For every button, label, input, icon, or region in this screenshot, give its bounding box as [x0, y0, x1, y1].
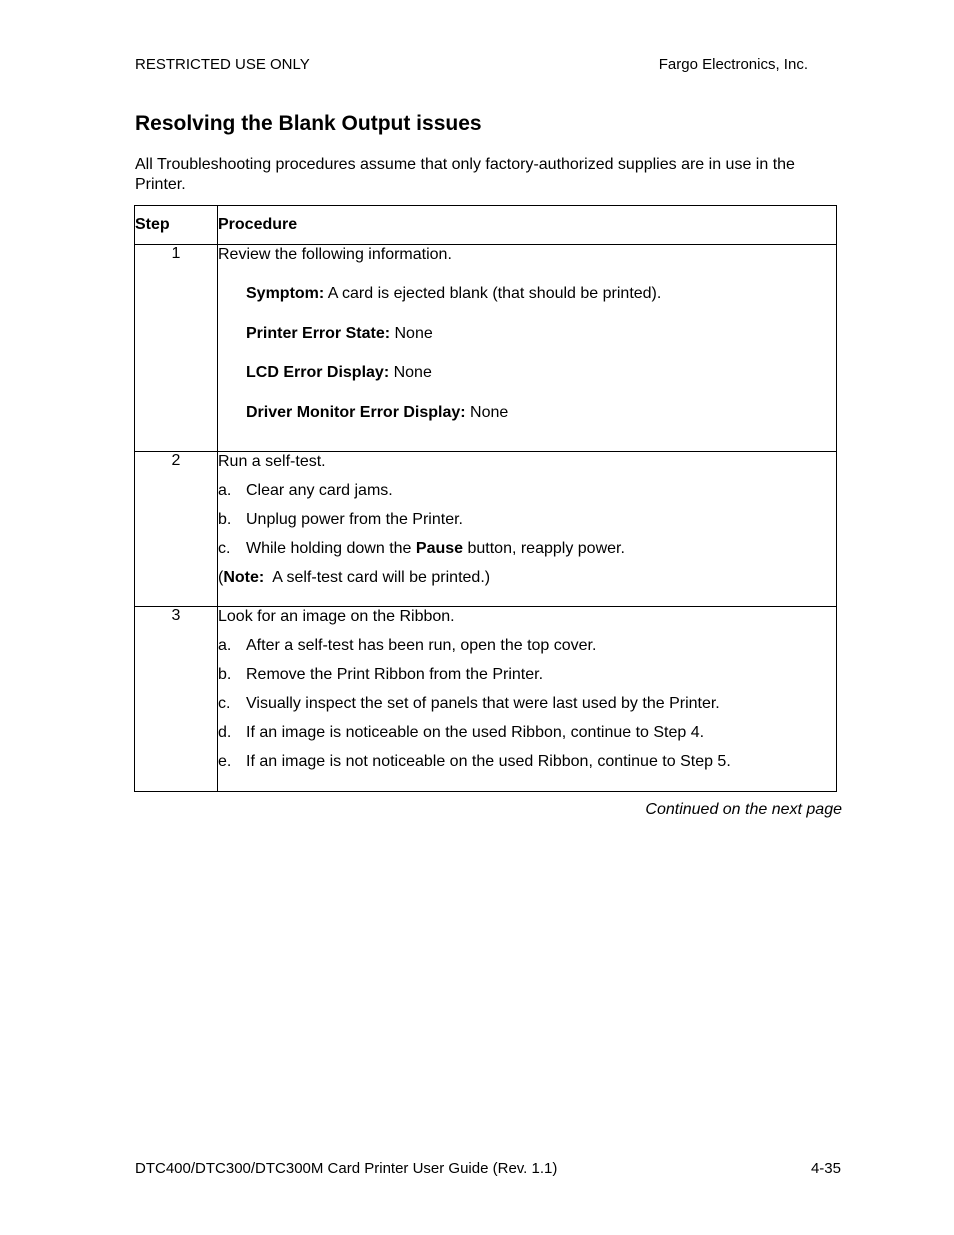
table-row	[135, 607, 837, 792]
sub-step-text: If an image is not noticeable on the used Ribbon, continue to Step 5.	[246, 753, 731, 770]
step-number: 2	[135, 452, 218, 607]
sub-step-text: After a self-test has been run, open the top cover.	[246, 637, 597, 654]
sub-step	[218, 752, 836, 771]
header-left: RESTRICTED USE ONLY	[135, 56, 310, 73]
sub-step	[218, 694, 836, 713]
info-label: Symptom:	[246, 285, 325, 302]
sub-step	[218, 723, 836, 742]
sub-step-text: Visually inspect the set of panels that were last used by the Printer.	[246, 695, 720, 712]
info-value: A card is ejected blank (that should be printed).	[324, 285, 662, 302]
continued-note: Continued on the next page	[645, 801, 842, 818]
sub-step-text: Remove the Print Ribbon from the Printer.	[246, 666, 544, 683]
table-header-row	[135, 206, 837, 245]
sub-step-text	[246, 539, 625, 558]
info-symptom	[218, 284, 836, 303]
info-value: None	[390, 324, 433, 342]
sub-step-text: Unplug power from the Printer.	[246, 511, 463, 528]
sub-step	[218, 510, 836, 529]
sub-step	[218, 636, 836, 655]
sub-step-letter: a.	[218, 482, 232, 499]
sub-step-letter: c.	[218, 695, 231, 712]
procedure-lead: Look for an image on the Ribbon.	[218, 608, 455, 625]
sub-step-letter: e.	[218, 753, 232, 770]
footer-guide-title: DTC400/DTC300/DTC300M Card Printer User Guide (Rev. 1.1)	[135, 1160, 558, 1177]
sub-step	[218, 481, 836, 500]
step-number: 1	[135, 245, 218, 452]
info-label: Printer Error State:	[246, 324, 391, 342]
sub-step-letter: d.	[218, 724, 232, 741]
info-label: LCD Error Display:	[246, 364, 390, 381]
table-row	[135, 245, 837, 452]
sub-step	[218, 665, 836, 684]
intro-paragraph: All Troubleshooting procedures assume that only factory-authorized supplies are in use in the Printer.	[135, 156, 795, 193]
column-header-step: Step	[135, 206, 218, 245]
info-lcd-error-display	[218, 363, 836, 382]
sub-step-text: If an image is noticeable on the used Ribbon, continue to Step 4.	[246, 724, 705, 741]
info-value: None	[389, 364, 432, 381]
info-printer-error-state	[218, 324, 836, 343]
page-title: Resolving the Blank Output issues	[135, 112, 482, 135]
step-number: 3	[135, 607, 218, 792]
info-driver-monitor-error-display	[218, 403, 836, 422]
note	[218, 568, 836, 587]
pause-keyword: Pause	[415, 540, 464, 557]
sub-step-letter: b.	[218, 666, 232, 683]
procedure-cell	[218, 452, 837, 607]
sub-step	[218, 539, 836, 558]
sub-step-text: Clear any card jams.	[246, 482, 393, 499]
info-value: None	[465, 403, 509, 421]
procedure-table	[134, 205, 837, 792]
note-open-paren: (	[218, 569, 224, 586]
table-row	[135, 452, 837, 607]
header-right: Fargo Electronics, Inc.	[658, 56, 808, 73]
page-number: 4-35	[810, 1160, 841, 1177]
info-label: Driver Monitor Error Display:	[246, 403, 466, 421]
procedure-cell	[218, 607, 837, 792]
column-header-procedure: Procedure	[218, 206, 837, 245]
sub-step-text-post: button, reapply power.	[463, 540, 625, 557]
sub-step-letter: c.	[218, 540, 231, 557]
sub-step-letter: a.	[218, 637, 232, 654]
procedure-cell	[218, 245, 837, 452]
sub-step-letter: b.	[218, 511, 232, 528]
procedure-lead: Run a self-test.	[218, 453, 326, 470]
note-label: Note:	[223, 569, 265, 586]
note-text: A self-test card will be printed.)	[264, 569, 491, 586]
procedure-lead: Review the following information.	[218, 246, 452, 263]
sub-step-text-pre: While holding down the	[246, 540, 416, 557]
